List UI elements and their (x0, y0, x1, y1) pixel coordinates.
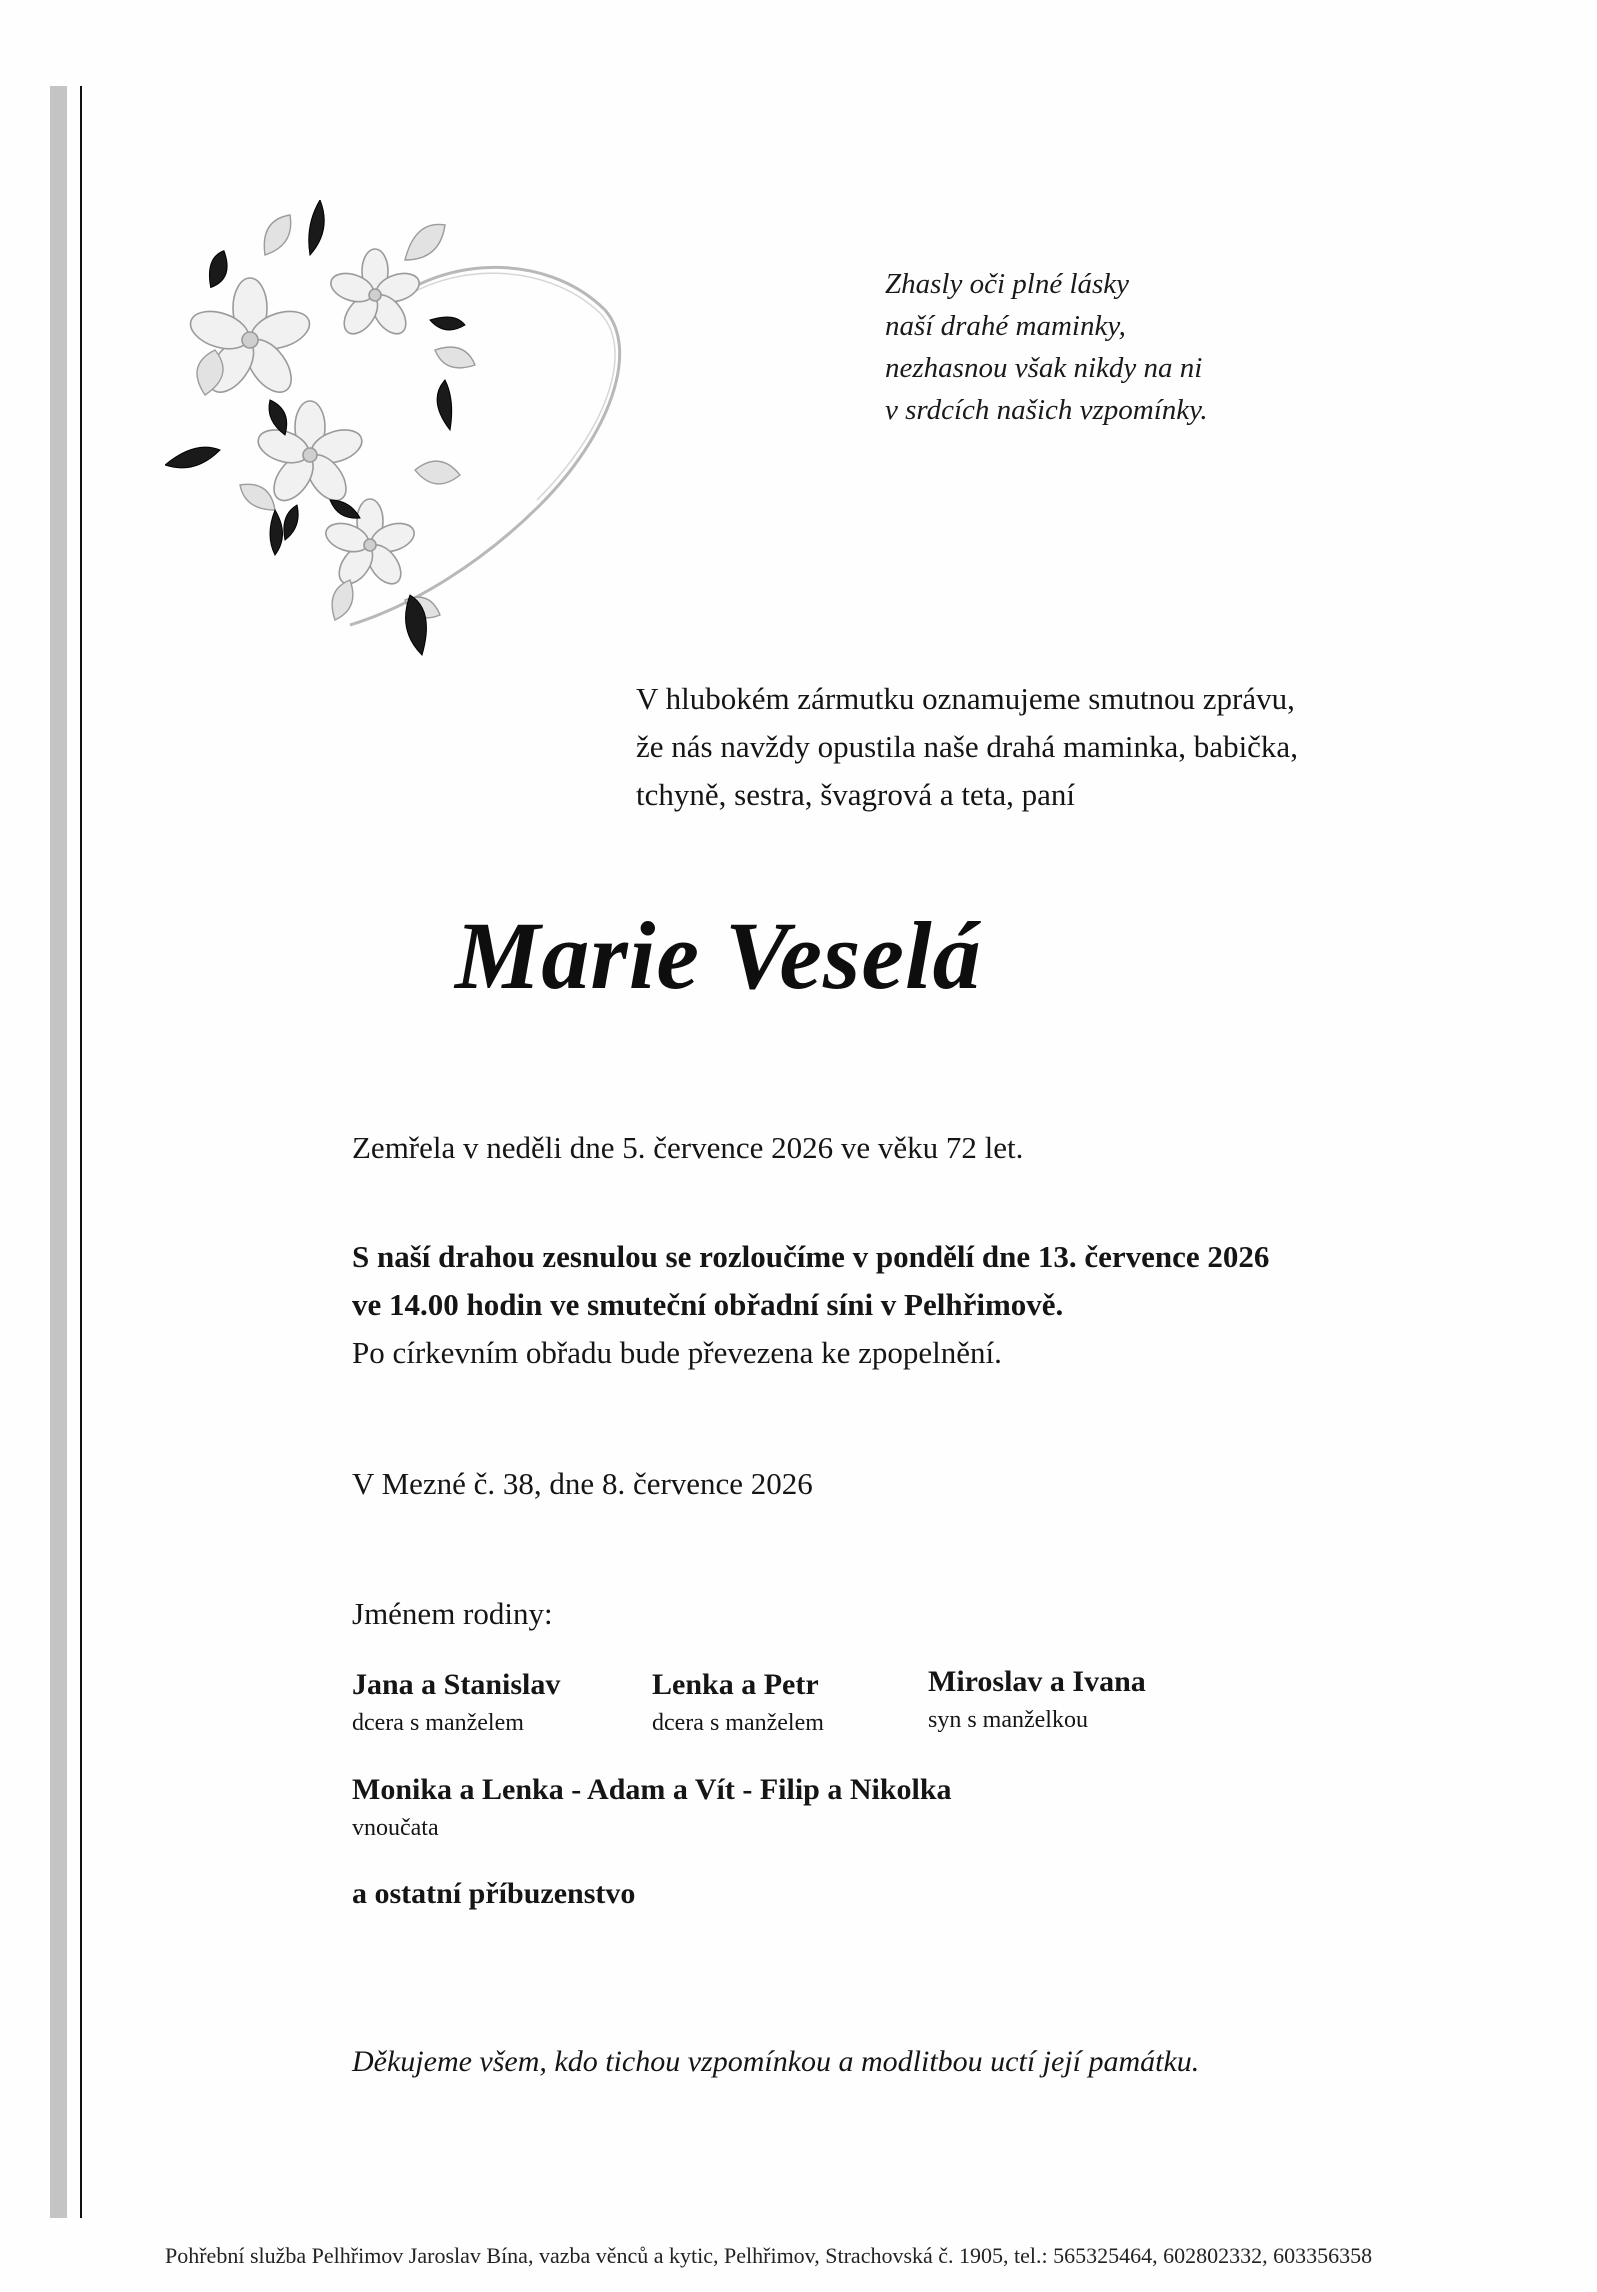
family-member-relation: syn s manželkou (928, 1707, 1088, 1733)
announcement-intro (636, 675, 1298, 819)
funeral-info (352, 1233, 1269, 1377)
family-member-relation: dcera s manželem (652, 1710, 824, 1736)
place-date: V Mezné č. 38, dne 8. července 2026 (352, 1466, 813, 1501)
family-member-relation: vnoučata (352, 1815, 439, 1841)
intro-line: že nás navždy opustila naše drahá maminka, babička, (636, 729, 1298, 764)
side-border-line (80, 86, 82, 2218)
family-member-names: Jana a Stanislav (352, 1668, 561, 1701)
other-relatives: a ostatní příbuzenstvo (352, 1877, 636, 1910)
family-member-names: Lenka a Petr (652, 1668, 819, 1701)
motto-line: naší drahé maminky, (885, 310, 1126, 342)
funeral-line: S naší drahou zesnulou se rozloučíme v pondělí dne 13. července 2026 (352, 1239, 1270, 1274)
funeral-service-footer: Pohřební služba Pelhřimov Jaroslav Bína, vazba věnců a kytic, Pelhřimov, Strachovská č. 1905, tel.: 565325464, 602802332, 603356358 (165, 2243, 1373, 2268)
deceased-name: Marie Veselá (455, 902, 982, 1009)
motto-line: nezhasnou však nikdy na ni (885, 352, 1203, 384)
funeral-line: ve 14.00 hodin ve smuteční obřadní síni v Pelhřimově. (352, 1287, 1064, 1322)
motto-verse (885, 263, 1208, 431)
family-member (352, 1665, 560, 1741)
family-member-names: Miroslav a Ivana (928, 1665, 1146, 1698)
floral-heart-ornament (165, 200, 635, 680)
family-member (652, 1665, 824, 1741)
intro-line: V hlubokém zármutku oznamujeme smutnou zprávu, (636, 681, 1295, 716)
death-info: Zemřela v neděli dne 5. července 2026 ve věku 72 let. (352, 1130, 1024, 1165)
motto-line: v srdcích našich vzpomínky. (885, 394, 1208, 426)
side-border-grey (50, 86, 67, 2218)
funeral-line: Po církevním obřadu bude převezena ke zpopelnění. (352, 1335, 1002, 1370)
family-member-names: Monika a Lenka - Adam a Vít - Filip a Nikolka (352, 1773, 952, 1806)
intro-line: tchyně, sestra, švagrová a teta, paní (636, 777, 1075, 812)
family-member (352, 1770, 952, 1846)
family-member (928, 1662, 1146, 1738)
family-label: Jménem rodiny: (352, 1596, 553, 1631)
family-member-relation: dcera s manželem (352, 1710, 524, 1736)
thanks-line: Děkujeme všem, kdo tichou vzpomínkou a modlitbou uctí její památku. (352, 2045, 1200, 2078)
motto-line: Zhasly oči plné lásky (885, 268, 1130, 300)
